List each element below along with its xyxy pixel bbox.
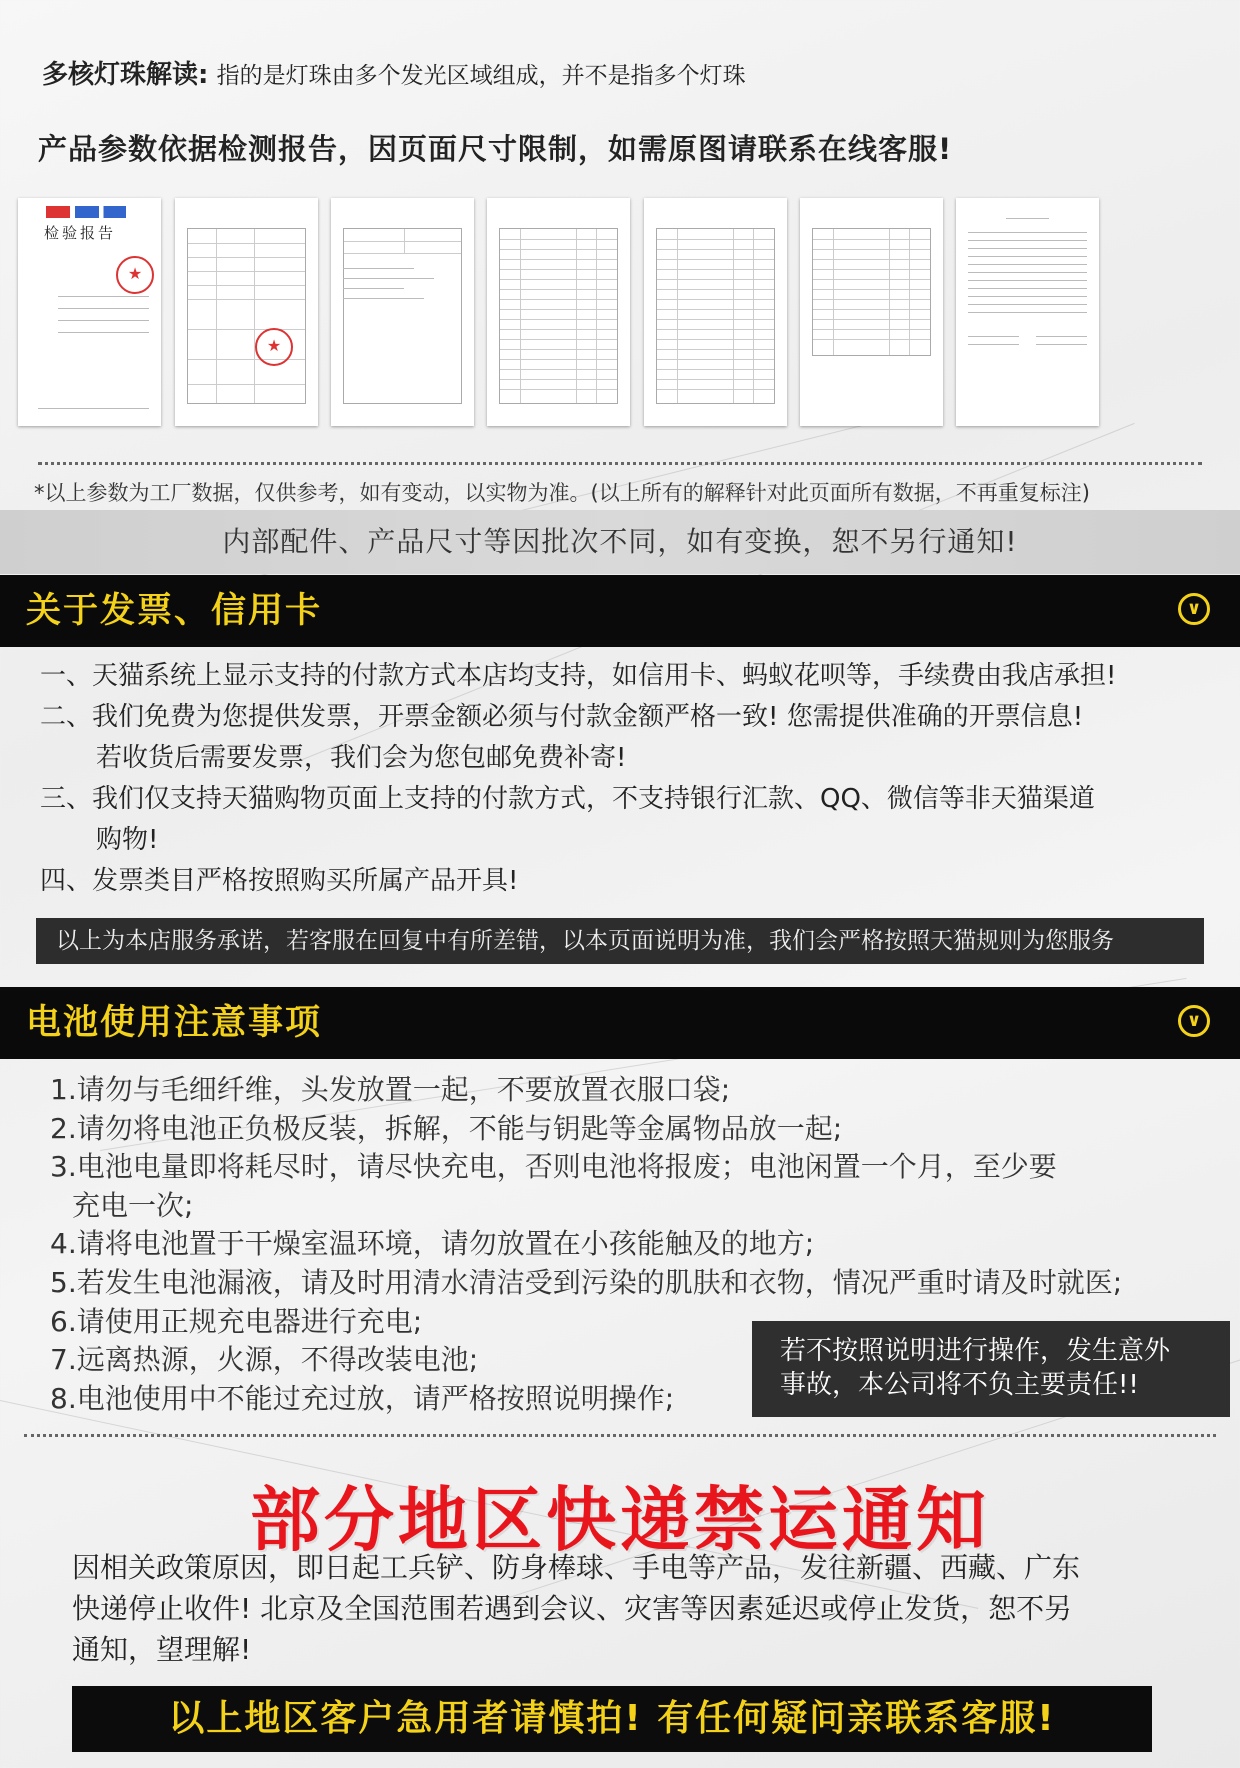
battery-item-8: 8.电池使用中不能过充过放，请严格按照说明操作;: [50, 1381, 675, 1415]
multicore-note: [42, 54, 746, 91]
battery-item-5: 5.若发生电池漏液，请及时用清水清洁受到污染的肌肤和衣物，情况严重时请及时就医;: [50, 1265, 1123, 1299]
factory-data-disclaimer: *以上参数为工厂数据，仅供参考，如有变动，以实物为准。(以上所有的解释针对此页面所有数据，不再重复标注): [34, 481, 1090, 505]
red-seal-icon: ★: [255, 328, 293, 366]
chevron-down-circle-icon[interactable]: ∨: [1178, 593, 1210, 625]
shipping-ban-text: [72, 1547, 1212, 1670]
shipping-ban-line-1: 因相关政策原因，即日起工兵铲、防身棒球、手电等产品，发往新疆、西藏、广东: [72, 1551, 1081, 1584]
shipping-ban-line-3: 通知，望理解!: [72, 1633, 252, 1666]
battery-item-6: 6.请使用正规充电器进行充电;: [50, 1304, 423, 1338]
contact-service-bar: 以上地区客户急用者请慎拍! 有任何疑问亲联系客服!: [72, 1686, 1152, 1752]
report-cover-title: 检验报告: [44, 224, 117, 242]
report-page-7[interactable]: [956, 198, 1099, 426]
battery-item-3: 3.电池电量即将耗尽时，请尽快充电，否则电池将报废；电池闲置一个月，至少要: [50, 1150, 1057, 1184]
battery-warning-line-1: 若不按照说明进行操作，发生意外: [780, 1336, 1171, 1366]
report-thumbnails: [18, 198, 1228, 428]
battery-section-header[interactable]: [0, 987, 1240, 1059]
invoice-item-1: 一、天猫系统上显示支持的付款方式本店均支持，如信用卡、蚂蚁花呗等，手续费由我店承担!: [40, 661, 1117, 691]
multicore-note-text: 指的是灯珠由多个发光区域组成，并不是指多个灯珠: [216, 63, 746, 89]
chevron-down-circle-icon[interactable]: ∨: [1178, 1005, 1210, 1037]
battery-item-4: 4.请将电池置于干燥室温环境，请勿放置在小孩能触及的地方;: [50, 1227, 815, 1261]
report-page-4[interactable]: [487, 198, 630, 426]
battery-warning-box: [752, 1321, 1230, 1417]
invoice-section-title: 关于发票、信用卡: [26, 591, 323, 631]
invoice-item-2-cont: 若收货后需要发票，我们会为您包邮免费补寄!: [96, 743, 627, 773]
invoice-item-3-cont: 购物!: [96, 825, 159, 855]
shipping-ban-title: 部分地区快递禁运通知: [250, 1479, 990, 1561]
report-basis-text: 产品参数依据检测报告，因页面尺寸限制，如需原图请联系在线客服!: [38, 132, 953, 166]
dotted-divider: [38, 462, 1202, 465]
battery-item-3-cont: 充电一次;: [72, 1188, 194, 1222]
battery-warning-line-2: 事故，本公司将不负主要责任!!: [780, 1370, 1139, 1400]
battery-item-2: 2.请勿将电池正负极反装，拆解，不能与钥匙等金属物品放一起;: [50, 1111, 843, 1145]
report-page-6[interactable]: [800, 198, 943, 426]
red-seal-icon: ★: [116, 256, 154, 294]
dotted-divider: [24, 1434, 1216, 1437]
invoice-item-2: 二、我们免费为您提供发票，开票金额必须与付款金额严格一致! 您需提供准确的开票信息!: [40, 702, 1084, 732]
battery-item-1: 1.请勿与毛细纤维，头发放置一起，不要放置衣服口袋;: [50, 1073, 731, 1106]
invoice-item-4: 四、发票类目严格按照购买所属产品开具!: [40, 866, 519, 896]
report-page-5[interactable]: [644, 198, 787, 426]
invoice-item-3: 三、我们仅支持天猫购物页面上支持的付款方式，不支持银行汇款、QQ、微信等非天猫渠道: [40, 784, 1095, 814]
report-cover-page[interactable]: [18, 198, 161, 426]
report-page-3[interactable]: [331, 198, 474, 426]
invoice-section-header[interactable]: [0, 575, 1240, 647]
multicore-note-label: 多核灯珠解读:: [42, 60, 209, 90]
service-promise-bar: 以上为本店服务承诺，若客服在回复中有所差错，以本页面说明为准，我们会严格按照天猫规则为您服务: [36, 918, 1204, 964]
battery-section-title: 电池使用注意事项: [26, 1003, 323, 1043]
battery-item-7: 7.远离热源，火源，不得改装电池;: [50, 1343, 479, 1377]
shipping-ban-line-2: 快递停止收件! 北京及全国范围若遇到会议、灾害等因素延迟或停止发货，恕不另: [72, 1592, 1073, 1625]
batch-notice-bar: 内部配件、产品尺寸等因批次不同，如有变换，恕不另行通知!: [0, 510, 1240, 574]
report-page-2[interactable]: [175, 198, 318, 426]
invoice-list: [40, 656, 1116, 902]
